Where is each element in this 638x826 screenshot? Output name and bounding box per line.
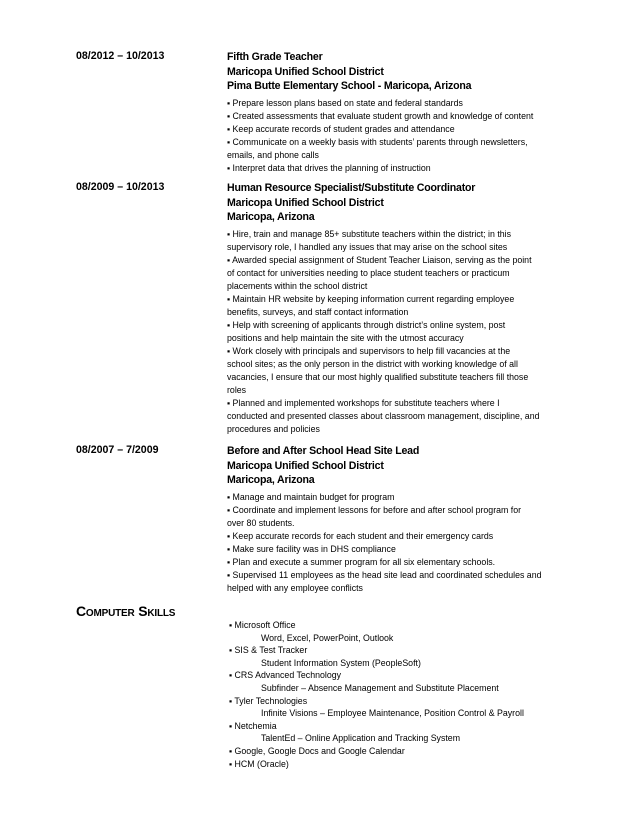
section-heading-computer-skills: Computer Skills bbox=[76, 603, 176, 619]
skill-detail: Student Information System (PeopleSoft) bbox=[261, 657, 421, 668]
job-title: Human Resource Specialist/Substitute Coordinator bbox=[227, 182, 476, 194]
job-details bbox=[227, 444, 567, 595]
skill-item: ▪ Netchemia bbox=[229, 720, 277, 731]
job-details bbox=[227, 181, 567, 436]
job-location: Maricopa, Arizona bbox=[227, 474, 315, 486]
job-organization: Maricopa Unified School District bbox=[227, 459, 384, 472]
job-title: Fifth Grade Teacher bbox=[227, 51, 323, 63]
job-details bbox=[227, 50, 567, 175]
bullet-line: ▪ Keep accurate records for each student and their emergency cards bbox=[227, 530, 494, 541]
bullet-line: procedures and policies bbox=[227, 423, 320, 434]
skill-item: ▪ Tyler Technologies bbox=[229, 695, 308, 706]
job-date: 08/2009 – 10/2013 bbox=[76, 181, 165, 193]
bullet-line: placements within the school district bbox=[227, 280, 368, 291]
bullet-line: helped with any employee conflicts bbox=[227, 582, 363, 593]
bullet-line: ▪ Keep accurate records of student grades and attendance bbox=[227, 123, 455, 134]
bullet-line: ▪ Planned and implemented workshops for substitute teachers where I bbox=[227, 397, 500, 408]
job-bullets bbox=[227, 228, 567, 436]
skill-item: ▪ SIS & Test Tracker bbox=[229, 645, 308, 656]
bullet-line: vacancies, I ensure that our most highly qualified substitute teachers fill those bbox=[227, 371, 529, 382]
bullet-line: ▪ Work closely with principals and supervisors to help fill vacancies at the bbox=[227, 345, 511, 356]
bullet-line: benefits, surveys, and staff contact information bbox=[227, 306, 409, 317]
bullet-line: ▪ Make sure facility was in DHS compliance bbox=[227, 543, 396, 554]
bullet-line: ▪ Manage and maintain budget for program bbox=[227, 491, 395, 502]
bullet-line: ▪ Maintain HR website by keeping information current regarding employee bbox=[227, 293, 515, 304]
bullet-line: over 80 students. bbox=[227, 517, 295, 528]
skill-item: ▪ Microsoft Office bbox=[229, 620, 296, 630]
computer-skills-list bbox=[229, 619, 524, 770]
bullet-line: supervisory role, I handled any issues that may arise on the school sites bbox=[227, 241, 508, 252]
bullet-line: ▪ Prepare lesson plans based on state and federal standards bbox=[227, 97, 463, 108]
job-date: 08/2012 – 10/2013 bbox=[76, 50, 165, 62]
bullet-line: ▪ Created assessments that evaluate student growth and knowledge of content bbox=[227, 110, 534, 121]
job-bullets bbox=[227, 491, 567, 595]
job-organization: Maricopa Unified School District bbox=[227, 196, 384, 209]
bullet-line: school sites; as the only person in the district with working knowledge of all bbox=[227, 358, 518, 369]
bullet-line: ▪ Interpret data that drives the planning of instruction bbox=[227, 162, 431, 173]
bullet-line: roles bbox=[227, 384, 247, 395]
job-title: Before and After School Head Site Lead bbox=[227, 445, 420, 457]
job-date: 08/2007 – 7/2009 bbox=[76, 444, 159, 456]
bullet-line: ▪ Awarded special assignment of Student Teacher Liaison, serving as the point bbox=[227, 254, 532, 265]
bullet-line: ▪ Plan and execute a summer program for all six elementary schools. bbox=[227, 556, 496, 567]
job-organization: Maricopa Unified School District bbox=[227, 65, 384, 78]
job-location: Pima Butte Elementary School - Maricopa, Arizona bbox=[227, 80, 472, 92]
bullet-line: positions and help maintain the site with the utmost accuracy bbox=[227, 332, 464, 343]
bullet-line: ▪ Communicate on a weekly basis with students’ parents through newsletters, bbox=[227, 136, 528, 147]
skill-detail: TalentEd – Online Application and Tracking System bbox=[261, 733, 461, 744]
skill-detail: Word, Excel, PowerPoint, Outlook bbox=[261, 632, 394, 643]
bullet-line: ▪ Help with screening of applicants through district’s online system, post bbox=[227, 319, 506, 330]
skill-item: ▪ HCM (Oracle) bbox=[229, 758, 289, 769]
job-bullets bbox=[227, 97, 567, 175]
skill-item: ▪ CRS Advanced Technology bbox=[229, 670, 342, 681]
skill-item: ▪ Google, Google Docs and Google Calendar bbox=[229, 745, 405, 756]
skill-detail: Infinite Visions – Employee Maintenance, Position Control & Payroll bbox=[261, 708, 524, 719]
skill-detail: Subfinder – Absence Management and Substitute Placement bbox=[261, 682, 499, 693]
bullet-line: conducted and presented classes about classroom management, discipline, and bbox=[227, 410, 540, 421]
bullet-line: ▪ Supervised 11 employees as the head site lead and coordinated schedules and bbox=[227, 569, 542, 580]
bullet-line: of contact for universities needing to place student teachers or practicum bbox=[227, 267, 510, 278]
job-location: Maricopa, Arizona bbox=[227, 211, 315, 223]
bullet-line: ▪ Coordinate and implement lessons for before and after school program for bbox=[227, 504, 522, 515]
bullet-line: ▪ Hire, train and manage 85+ substitute teachers within the district; in this bbox=[227, 228, 512, 239]
bullet-line: emails, and phone calls bbox=[227, 149, 319, 160]
